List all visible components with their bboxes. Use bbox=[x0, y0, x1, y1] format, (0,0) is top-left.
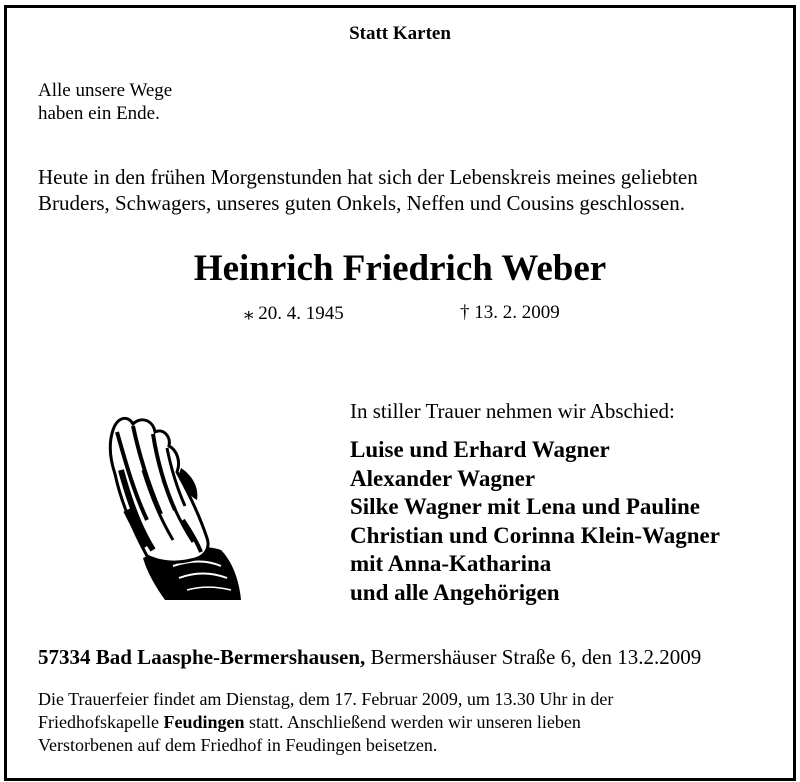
death-date: † 13. 2. 2009 bbox=[460, 302, 560, 323]
intro-line-2: Bruders, Schwagers, unseres guten Onkels, Neffen und Cousins geschlossen. bbox=[38, 191, 686, 215]
mourner-line: Luise und Erhard Wagner bbox=[350, 437, 610, 462]
mourners-list bbox=[350, 436, 720, 608]
address-line bbox=[38, 645, 701, 670]
intro-line-1: Heute in den frühen Morgenstunden hat sich der Lebenskreis meines geliebten bbox=[38, 165, 698, 189]
mourner-line: Silke Wagner mit Lena und Pauline bbox=[350, 494, 700, 520]
motto-line-2: haben ein Ende. bbox=[38, 103, 160, 124]
motto-line-1: Alle unsere Wege bbox=[38, 80, 173, 101]
address-street-date: Bermershäuser Straße 6, den 13.2.2009 bbox=[365, 645, 702, 669]
funeral-location: Feudingen bbox=[163, 712, 245, 732]
birth-date: ⁎ 20. 4. 1945 bbox=[244, 303, 344, 324]
funeral-line-2-pre: Friedhofskapelle bbox=[38, 712, 164, 732]
notice-header: Statt Karten bbox=[349, 23, 451, 44]
funeral-line-2 bbox=[38, 711, 613, 734]
deceased-name: Heinrich Friedrich Weber bbox=[193, 248, 607, 289]
motto bbox=[38, 79, 172, 125]
praying-hands-icon bbox=[103, 410, 243, 602]
funeral-line-3: Verstorbenen auf dem Friedhof in Feudingen beisetzen. bbox=[38, 735, 438, 755]
mourner-line: Christian und Corinna Klein-Wagner bbox=[350, 522, 720, 548]
mourning-line: In stiller Trauer nehmen wir Abschied: bbox=[350, 399, 675, 423]
intro-text bbox=[38, 164, 698, 216]
mourner-line: mit Anna-Katharina bbox=[350, 551, 552, 577]
mourner-line: und alle Angehörigen bbox=[350, 579, 560, 605]
address-place: 57334 Bad Laasphe-Bermershausen, bbox=[38, 645, 366, 669]
funeral-info bbox=[38, 688, 613, 757]
funeral-line-1: Die Trauerfeier findet am Dienstag, dem 17. Februar 2009, um 13.30 Uhr in der bbox=[38, 689, 614, 709]
funeral-line-2-post: statt. Anschließend werden wir unseren lieben bbox=[244, 712, 581, 732]
mourner-line: Alexander Wagner bbox=[350, 465, 536, 491]
